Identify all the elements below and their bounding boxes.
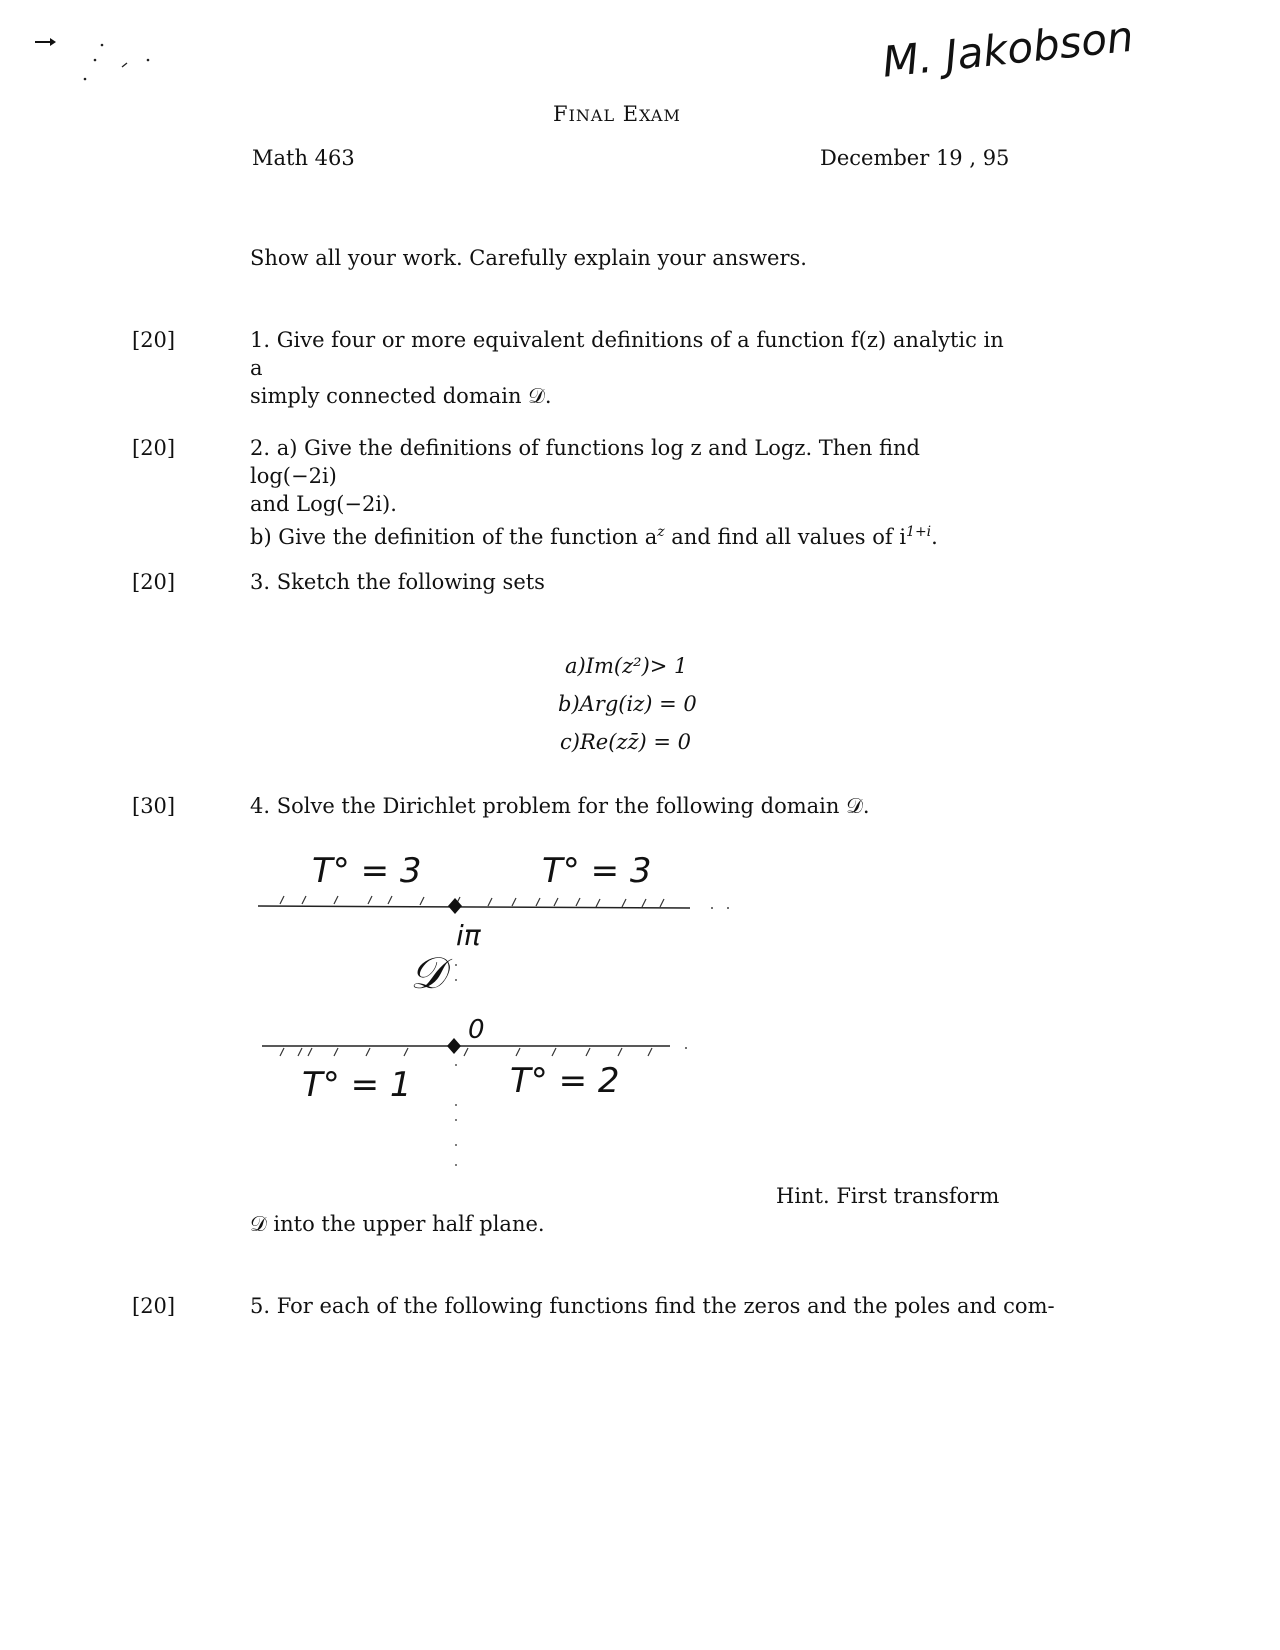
top-hatching — [280, 896, 664, 907]
q5-line1: 5. For each of the following functions find the zeros and the poles and com- — [250, 1294, 1055, 1318]
question-2 — [250, 434, 1010, 551]
bottom-right-label: T° = 2 — [510, 1061, 620, 1101]
instructions: Show all your work. Carefully explain your answers. — [250, 246, 807, 270]
top-left-label: T° = 3 — [312, 851, 422, 891]
bottom-hatching — [280, 1048, 652, 1056]
course-name: Math 463 — [252, 146, 355, 170]
q1-line2: simply connected domain 𝒟. — [250, 384, 552, 408]
dirichlet-diagram — [250, 840, 750, 1200]
q1-line1: 1. Give four or more equivalent definitions of a function f(z) analytic in a — [250, 328, 1004, 380]
origin-label: 0 — [468, 1015, 485, 1045]
q2-line2: and Log(−2i). — [250, 492, 397, 516]
top-right-label: T° = 3 — [542, 851, 652, 891]
q3-set-c: c)Re(zz̄) = 0 — [560, 730, 692, 754]
q1-points: [20] — [132, 328, 176, 352]
q3-set-a: a)Im(z²)> 1 — [565, 654, 688, 678]
q3-line1: 3. Sketch the following sets — [250, 570, 545, 594]
q3-set-b: b)Arg(iz) = 0 — [558, 692, 697, 716]
q4-points: [30] — [132, 794, 176, 818]
q2-line3: b) Give the definition of the function $a^z$ and find all values of $i^{1+i}$. — [250, 524, 938, 549]
top-boundary-line — [258, 906, 690, 908]
q3-points: [20] — [132, 570, 176, 594]
signature: M. Jakobson — [880, 11, 1136, 87]
q4-hint-line2: 𝒟 into the upper half plane. — [250, 1212, 545, 1236]
stray-marks — [30, 30, 170, 90]
q2-points: [20] — [132, 436, 176, 460]
exam-date: December 19 , 95 — [820, 146, 1010, 170]
q2-line1: 2. a) Give the definitions of functions log z and Logz. Then find log(−2i) — [250, 436, 920, 488]
top-point-label: iπ — [456, 919, 481, 952]
q4-line1: 4. Solve the Dirichlet problem for the following domain 𝒟. — [250, 794, 870, 818]
bottom-left-label: T° = 1 — [302, 1065, 412, 1105]
q5-points: [20] — [132, 1294, 176, 1318]
page-title: FINAL EXAM — [553, 102, 681, 126]
domain-label: 𝒟 — [410, 948, 446, 999]
question-1 — [250, 326, 1010, 410]
q4-hint-line1: Hint. First transform — [776, 1184, 1000, 1208]
